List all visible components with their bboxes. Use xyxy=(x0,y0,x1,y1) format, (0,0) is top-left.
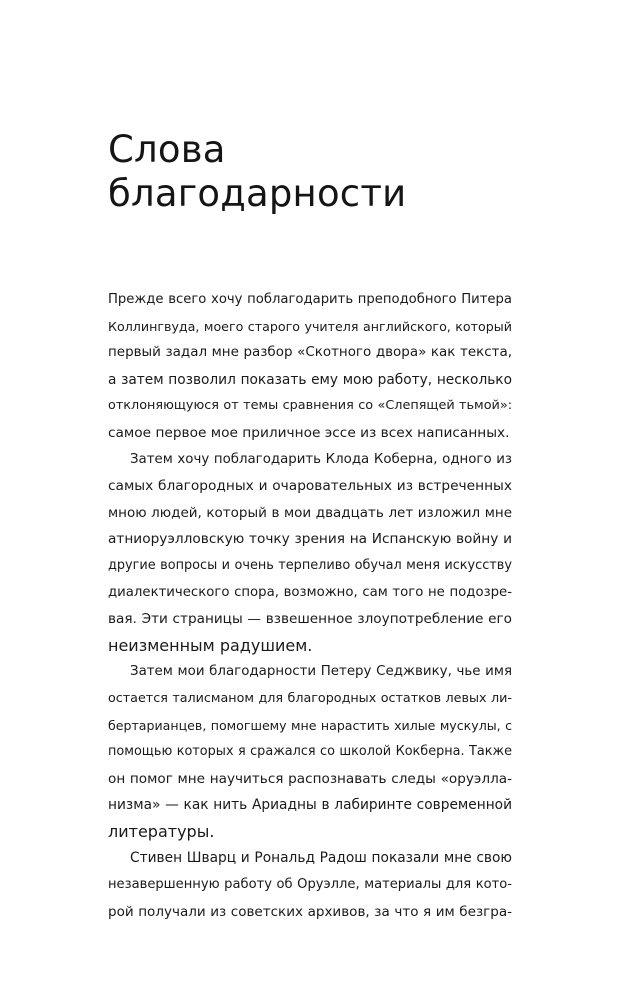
text-line: атниоруэлловскую точку зрения на Испанскую войну и xyxy=(108,531,512,548)
text-line: бертарианцев, помогшему мне нарастить хилые мускулы, с xyxy=(108,717,512,733)
paragraph xyxy=(108,287,512,447)
text-line: Коллингвуда, моего старого учителя английского, который xyxy=(108,318,512,334)
text-line: незавершенную работу об Оруэлле, материалы для кото- xyxy=(108,877,512,893)
page-title xyxy=(108,128,406,216)
text-line: помощью которых я сражался со школой Кокберна. Также xyxy=(108,744,512,760)
text-line: Затем хочу поблагодарить Клода Коберна, одного из xyxy=(130,451,512,467)
text-line: Стивен Шварц и Рональд Радош показали мне свою xyxy=(130,850,512,867)
text-line: вая. Эти страницы — взвешенное злоупотребление его xyxy=(108,611,512,628)
text-line: Затем мои благодарности Петеру Седжвику, чье имя xyxy=(130,664,512,680)
text-line: отклоняющуюся от темы сравнения со «Слепящей тьмой»: xyxy=(108,398,512,414)
text-line: мною людей, который в мои двадцать лет изложил мне xyxy=(108,504,512,521)
text-line: самое первое мое приличное эссе из всех написанных. xyxy=(108,424,510,441)
text-line: остается талисманом для благородных остатков левых ли- xyxy=(108,690,512,706)
text-line: он помог мне научиться распознавать следы «оруэлла- xyxy=(108,770,512,787)
paragraph xyxy=(108,447,512,660)
text-line: другие вопросы и очень терпеливо обучал меня искусству xyxy=(108,557,512,573)
text-line: рой получали из советских архивов, за что я им безгра- xyxy=(108,903,512,920)
paragraph xyxy=(108,845,512,925)
text-line: Прежде всего хочу поблагодарить преподобного Питера xyxy=(108,292,512,307)
paragraph xyxy=(108,659,512,845)
text-line: а затем позволил показать ему мою работу, несколько xyxy=(108,371,512,388)
text-line: самых благородных и очаровательных из встреченных xyxy=(108,478,512,495)
page-title-line: благодарности xyxy=(108,172,407,215)
acknowledgements-text xyxy=(108,287,512,925)
text-line: первый задал мне разбор «Скотного двора» как текста, xyxy=(108,345,512,361)
page-title-line: Слова xyxy=(108,128,226,171)
text-line: низма» — как нить Ариадны в лабиринте современной xyxy=(108,797,512,814)
text-line: неизменным радушием. xyxy=(108,635,313,655)
text-line: диалектического спора, возможно, сам того не подозре- xyxy=(108,584,512,600)
text-line: литературы. xyxy=(108,821,215,841)
